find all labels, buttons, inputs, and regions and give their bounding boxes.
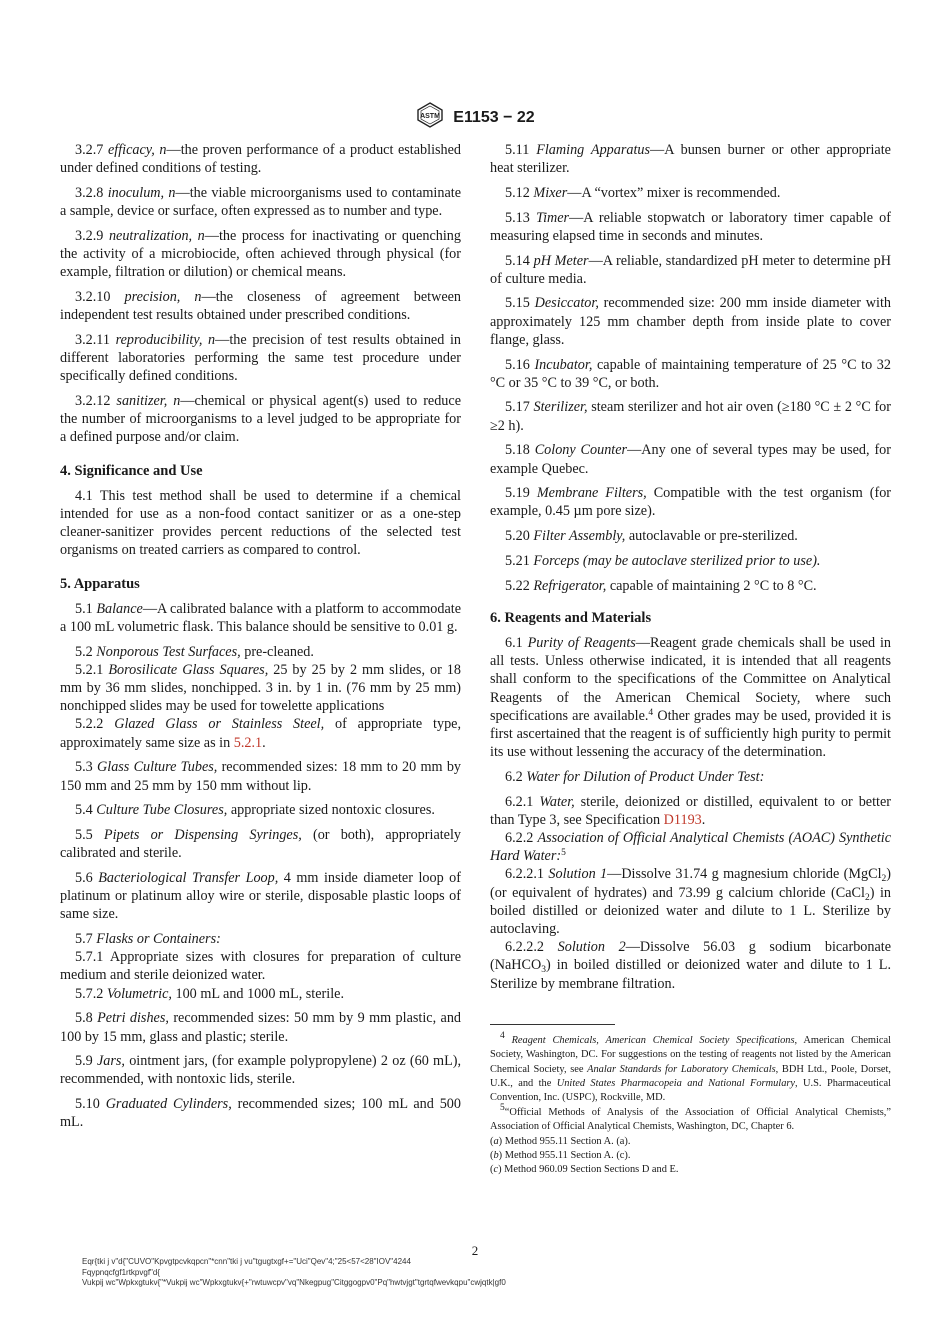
paragraph-3-2-9: 3.2.9 neutralization, n—the process for inactivating or quenching the activity of a microbiocide, often achieved through physical (for example, filtration or dilution) or chemical means.: [60, 227, 461, 281]
paragraph-5-11: 5.11 Flaming Apparatus—A bunsen burner or other appropriate heat sterilizer.: [490, 142, 891, 177]
paragraph-5-4: 5.4 Culture Tube Closures, appropriate sized nontoxic closures.: [75, 802, 435, 819]
paragraph-3-2-10: 3.2.10 precision, n—the closeness of agreement between independent test results obtained under prescribed conditions.: [60, 288, 462, 324]
paragraph-5-21: 5.21 Forceps (may be autoclave sterilized prior to use).: [505, 552, 821, 569]
paragraph-5-7-2: 5.7.2 Volumetric, 100 mL and 1000 mL, sterile.: [75, 985, 344, 1002]
footer-line-2: Fqypnqcfgf1rtkpvgf"d{: [82, 1267, 160, 1277]
paragraph-5-13: 5.13 Timer—A reliable stopwatch or laboratory timer capable of measuring elapsed time in seconds and minutes.: [490, 209, 891, 244]
paragraph-3-2-11: 3.2.11 reproducibility, n—the precision of test results obtained in different laboratories performing the same test procedure under specifically defined conditions.: [60, 331, 461, 385]
paragraph-3-2-7: 3.2.7 efficacy, n—the proven performance of a product established under defined conditions of testing.: [60, 142, 462, 177]
paragraph-5-16: 5.16 Incubator, capable of maintaining temperature of 25 °C to 32 °C or 35 °C to 39 °C, or both.: [490, 356, 891, 391]
paragraph-5-7: 5.7 Flasks or Containers:: [75, 931, 221, 948]
paragraph-6-2-2-2: 6.2.2.2 Solution 2—Dissolve 56.03 g sodium bicarbonate (NaHCO$_3$) in boiled distilled or deionized water and dilute to 1 L. Sterilize by membrane filtration.: [490, 939, 892, 992]
section-link-5-2-1[interactable]: 5.2.1: [233, 734, 263, 751]
paragraph-4-1: 4.1 This test method shall be used to determine if a chemical intended for use as a non-food contact sanitizer or as a one-step cleaner-sanitizer provides percent reductions of the selected test organisms on treated carriers as compared to control.: [60, 487, 461, 559]
footnote-note-c: (c) Method 960.09 Section Sections D and E.: [490, 1164, 679, 1176]
paragraph-5-9: 5.9 Jars, ointment jars, (for example polypropylene) 2 oz (60 mL), recommended, with nontoxic lids, sterile.: [60, 1053, 462, 1088]
standard-designation: E1153 − 22: [453, 108, 535, 126]
paragraph-6-2-2-1: 6.2.2.1 Solution 1—Dissolve 31.74 g magnesium chloride (MgCl$_2$) (or equivalent of hydrates) and 73.99 g calcium chloride (CaCl$_2$) in boiled distilled or deionized water and dilute to 1 L. Sterilize by autoclaving.: [490, 866, 891, 938]
paragraph-5-7-1: 5.7.1 Appropriate sizes with closures for preparation of culture medium and sterile deionized water.: [60, 949, 461, 984]
paragraph-5-5: 5.5 Pipets or Dispensing Syringes, (or both), appropriately calibrated and sterile.: [60, 827, 462, 862]
page-header: [0, 102, 950, 133]
paragraph-3-2-8: 3.2.8 inoculum, n—the viable microorganisms used to contaminate a sample, device or surface, often expressed as to number and type.: [60, 184, 461, 220]
paragraph-5-15: 5.15 Desiccator, recommended size: 200 mm inside diameter with approximately 125 mm chamber depth from inside plate to cover flange, glass.: [490, 295, 891, 348]
footnote-divider: [490, 1024, 615, 1025]
paragraph-5-18: 5.18 Colony Counter—Any one of several types may be used, for example Quebec.: [490, 442, 891, 477]
paragraph-5-3: 5.3 Glass Culture Tubes, recommended sizes: 18 mm to 20 mm by 150 mm and 25 mm by 150 mm without lip.: [60, 759, 462, 794]
paragraph-6-2-2: 6.2.2 Association of Official Analytical Chemists (AOAC) Synthetic Hard Water:$^5$: [490, 830, 892, 865]
logo-text: ASTM: [420, 113, 441, 120]
paragraph-3-2-12: 3.2.12 sanitizer, n—chemical or physical agent(s) used to reduce the number of microorganisms to a level judged to be appropriate for a defined purpose and/or claim.: [60, 392, 461, 446]
paragraph-5-8: 5.8 Petri dishes, recommended sizes: 50 mm by 9 mm plastic, and 100 by 15 mm, glass and plastic; sterile.: [60, 1010, 462, 1045]
paragraph-5-19: 5.19 Membrane Filters, Compatible with the test organism (for example, 0.45 µm pore size).: [490, 485, 892, 520]
paragraph-6-2: 6.2 Water for Dilution of Product Under Test:: [505, 768, 765, 785]
paragraph-5-17: 5.17 Sterilizer, steam sterilizer and hot air oven (≥180 °C ± 2 °C for ≥2 h).: [490, 399, 892, 434]
page-number: 2: [471, 1243, 479, 1258]
spec-link-d1193[interactable]: D1193: [663, 811, 702, 828]
paragraph-5-2: 5.2 Nonporous Test Surfaces, pre-cleaned.: [75, 643, 314, 660]
footnote-ref-4[interactable]: 4: [648, 707, 654, 718]
section-heading-4: 4. Significance and Use: [60, 462, 203, 479]
copyright-footer: [82, 1257, 506, 1289]
right-column: [490, 141, 891, 1178]
left-column: [60, 141, 461, 1138]
section-heading-6: 6. Reagents and Materials: [490, 609, 652, 626]
paragraph-5-10: 5.10 Graduated Cylinders, recommended sizes; 100 mL and 500 mL.: [60, 1096, 461, 1131]
paragraph-5-2-1: 5.2.1 Borosilicate Glass Squares, 25 by 25 by 2 mm slides, or 18 mm by 36 mm slides, nonchipped. 3 in. by 1 in. (76 mm by 25 mm) nonchipped slides may be used for towelette applications: [60, 661, 461, 715]
paragraph-5-2-2: 5.2.2 Glazed Glass or Stainless Steel, of appropriate type, approximately same size as in 5.2.1.: [60, 716, 462, 751]
footer-line-1: Eqr{tki j v"d{"CUVO"Kpvgtpcvkqpcn"*cnn"tki j vu"tgugtxgf+="Uci"Qev"4;"25<57<28"IOV"4244: [82, 1257, 411, 1266]
section-heading-5: 5. Apparatus: [60, 575, 140, 592]
paragraph-5-6: 5.6 Bacteriological Transfer Loop, 4 mm inside diameter loop of platinum or platinum alloy wire or sterile, disposable plastic loops of same size.: [60, 869, 461, 923]
astm-logo-icon: [415, 102, 445, 133]
paragraph-6-2-1: 6.2.1 Water, sterile, deionized or distilled, equivalent to or better than Type 3, see Specification D1193.: [490, 793, 892, 828]
footnote-4: $^4$ Reagent Chemicals, American Chemical Society Specifications, American Chemical Society, Washington, DC. For suggestions on the testing of reagents not listed by the American Chemical Society, see Analar Standards for Laboratory Chemicals, BDH Ltd., Poole, Dorset, U.K., and the United States Pharmacopeia and National Formulary, U.S. Pharmaceutical Convention, Inc. (USPC), Rockville, MD.: [490, 1030, 891, 1104]
paragraph-6-1: 6.1 Purity of Reagents—Reagent grade chemicals shall be used in all tests. Unless otherwise indicated, it is intended that all reagents shall conform to the specifications of the Committee on Analytical Reagents of the American Chemical Society, where such specifications are available.$^4$ Other grades may be used, provided it is first ascertained that the reagent is of sufficiently high purity to permit its use without lessening the accuracy of the determination.: [490, 634, 892, 761]
footer-line-3: Vukpij wc"Wpkxgtukv{"*Vukpij wc"Wpkxgtukv{+"rwtuwcpv"vq"Nkegpug"Citggogpv0"Pq"hwtvjgt"tgrtqfwevkqpu"cwjqtk|gf0: [82, 1278, 506, 1287]
footnote-note-b: (b) Method 955.11 Section A. (c).: [490, 1150, 631, 1162]
footnote-ref-5[interactable]: 5: [561, 848, 566, 859]
footnote-5: $^5$“Official Methods of Analysis of the Association of Official Analytical Chemists,” Association of Official Analytical Chemists, Washington, DC, Chapter 6.: [490, 1102, 891, 1133]
footnote-note-a: (a) Method 955.11 Section A. (a).: [490, 1135, 631, 1147]
paragraph-5-1: 5.1 Balance—A calibrated balance with a platform to accommodate a 100 mL volumetric flask. This balance should be sensitive to 0.01 g.: [60, 600, 461, 635]
paragraph-5-20: 5.20 Filter Assembly, autoclavable or pre-sterilized.: [505, 528, 798, 545]
paragraph-5-14: 5.14 pH Meter—A reliable, standardized pH meter to determine pH of culture media.: [490, 252, 891, 287]
paragraph-5-22: 5.22 Refrigerator, capable of maintaining 2 °C to 8 °C.: [505, 577, 817, 594]
paragraph-5-12: 5.12 Mixer—A “vortex” mixer is recommended.: [505, 184, 781, 201]
